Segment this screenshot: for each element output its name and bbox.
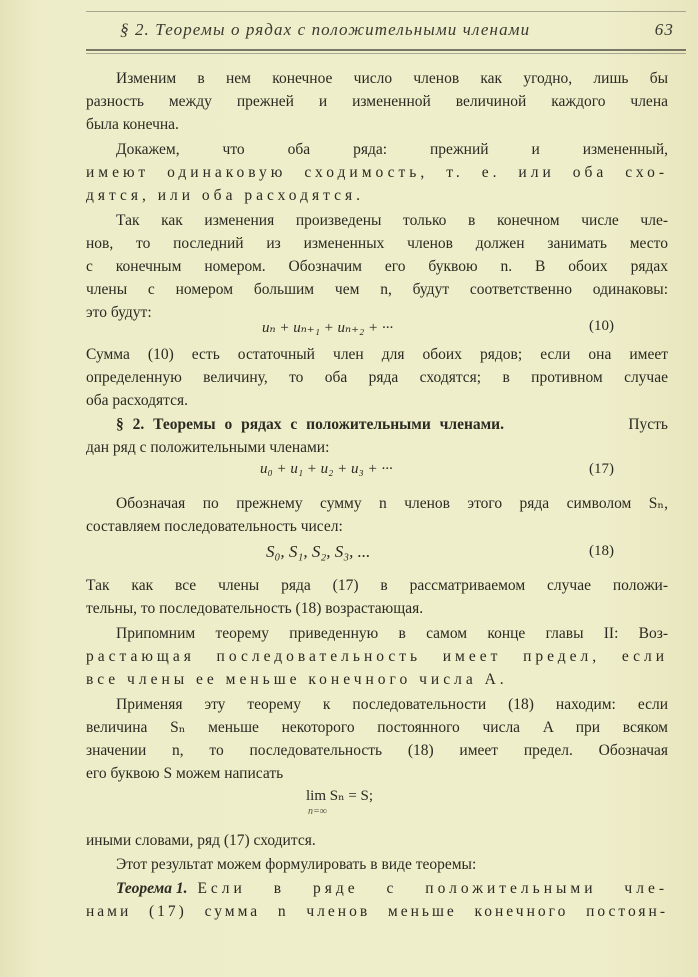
text-line: дан ряд с положительными членами: xyxy=(86,439,330,456)
text-line: величина Sₙ меньше некоторого постоянного числа A при всяком xyxy=(86,719,668,736)
equation-number: (17) xyxy=(589,461,614,477)
header-bottom-rule-thin xyxy=(86,53,686,54)
text-line: разность между прежней и измененной величиной каждого члена xyxy=(86,93,668,110)
text-line: была конечна. xyxy=(86,116,179,133)
text-line-emphasis: растающая последовательность имеет предел, если xyxy=(86,648,668,665)
text-line: оба расходятся. xyxy=(86,392,189,409)
text-line: Изменим в нем конечное число членов как угодно, лишь бы xyxy=(116,70,668,87)
section-heading: § 2. Теоремы о рядах с положительными членами. xyxy=(116,416,504,433)
text-line: нов, то последний из измененных членов должен занимать место xyxy=(86,235,668,252)
limit-formula: lim Sₙ = S; xyxy=(306,788,374,804)
formula-18: S₀, S₁, S₂, S₃, ... xyxy=(266,542,371,561)
text-line: его буквою S можем написать xyxy=(86,765,284,782)
text-line: Применяя эту теорему к последовательности (18) находим: если xyxy=(116,696,668,713)
text-line: Так как все члены ряда (17) в рассматриваемом случае положи- xyxy=(86,577,668,594)
running-title: § 2. Теоремы о рядах с положительными членами xyxy=(120,20,531,39)
header-bottom-rule xyxy=(86,49,686,51)
theorem-text-line: нами (17) сумма n членов меньше конечного постоян- xyxy=(86,903,668,920)
theorem-label: Теорема 1. xyxy=(116,880,188,897)
text-line: Припомним теорему приведенную в самом конце главы II: Воз- xyxy=(116,625,668,642)
text-line: Так как изменения произведены только в конечном числе чле- xyxy=(116,212,668,229)
limit-subscript: n=∞ xyxy=(308,806,327,817)
text-line: с конечным номером. Обозначим его буквою n. В обоих рядах xyxy=(86,258,668,275)
text-line-emphasis: дятся, или оба расходятся. xyxy=(86,187,364,204)
text-line-emphasis: все члены ее меньше конечного числа A. xyxy=(86,671,508,688)
text-line: это будут: xyxy=(86,304,152,321)
running-header xyxy=(120,20,680,44)
text-line: значении n, то последовательность (18) имеет предел. Обозначая xyxy=(86,742,668,759)
text-line: составляем последовательность чисел: xyxy=(86,518,343,535)
theorem-line xyxy=(86,878,668,901)
text-line: члены с номером большим чем n, будут соответственно одинаковы: xyxy=(86,281,668,298)
equation-number: (10) xyxy=(589,318,614,334)
text-line: иными словами, ряд (17) сходится. xyxy=(86,832,316,849)
theorem-text: Если в ряде с положительными чле- xyxy=(197,880,668,897)
text-line: Сумма (10) есть остаточный член для обоих рядов; если она имеет xyxy=(86,346,668,363)
text-line-emphasis: Докажем, что оба ряда: прежний и измененный, xyxy=(116,141,668,158)
page-number: 63 xyxy=(654,20,674,39)
section-heading-line xyxy=(86,414,668,437)
text-fragment: Пусть xyxy=(628,416,668,433)
text-line: Обозначая по прежнему сумму n членов этого ряда символом Sₙ, xyxy=(116,495,668,512)
formula-17: u₀ + u₁ + u₂ + u₃ + ··· xyxy=(260,461,393,477)
equation-number: (18) xyxy=(589,543,614,559)
text-line: Этот результат можем формулировать в виде теоремы: xyxy=(116,856,477,873)
formula-10: uₙ + uₙ₊₁ + uₙ₊₂ + ··· xyxy=(262,320,394,336)
text-line: тельны, то последовательность (18) возрастающая. xyxy=(86,600,424,617)
header-top-rule xyxy=(86,11,686,12)
text-line-emphasis: имеют одинаковую сходимость, т. е. или оба схо- xyxy=(86,164,668,181)
text-line: определенную величину, то оба ряда сходятся; в противном случае xyxy=(86,369,668,386)
